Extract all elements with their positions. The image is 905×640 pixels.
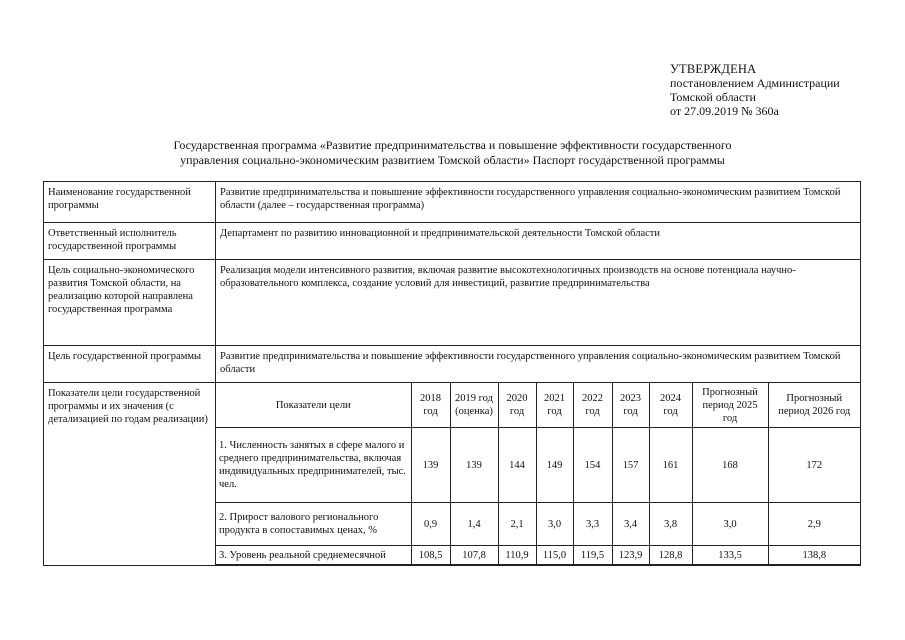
column-header: 2024 год — [649, 383, 692, 428]
document-title-line-1: Государственная программа «Развитие предпринимательства и повышение эффективности государственного — [173, 138, 732, 152]
indicator-value: 149 — [536, 428, 573, 503]
passport-row-indicators — [44, 383, 861, 566]
column-header: 2018 год — [411, 383, 450, 428]
indicator-value: 3,4 — [612, 503, 649, 546]
indicator-value: 1,4 — [450, 503, 498, 546]
passport-value: Реализация модели интенсивного развития, включая развитие высокотехнологичных производств на основе потенциала научно-образовательного комплекса, создание условий для инвестиций, развитие предпринимательства — [216, 260, 861, 346]
document-title — [40, 138, 865, 168]
passport-row-program-name — [44, 182, 861, 223]
column-header: 2022 год — [573, 383, 612, 428]
passport-label: Цель социально-экономического развития Томской области, на реализацию которой направлена государственная программа — [44, 260, 216, 346]
approval-line-3: от 27.09.2019 № 360а — [670, 104, 779, 118]
document-title-line-2: управления социально-экономическим развитием Томской области» Паспорт государственной программы — [180, 153, 725, 167]
indicator-value: 108,5 — [411, 546, 450, 565]
column-header: Прогнозный период 2026 год — [768, 383, 860, 428]
passport-label: Цель государственной программы — [44, 346, 216, 383]
column-header: 2023 год — [612, 383, 649, 428]
table-row — [216, 428, 860, 503]
indicator-value: 133,5 — [692, 546, 768, 565]
indicator-value: 3,0 — [692, 503, 768, 546]
passport-label: Ответственный исполнитель государственной программы — [44, 223, 216, 260]
indicator-value: 139 — [450, 428, 498, 503]
indicators-header-row — [216, 383, 860, 428]
indicator-value: 119,5 — [573, 546, 612, 565]
table-row — [216, 546, 860, 565]
approval-stamp — [670, 62, 870, 118]
indicator-value: 172 — [768, 428, 860, 503]
passport-row-program-goal — [44, 346, 861, 383]
passport-value: Развитие предпринимательства и повышение эффективности государственного управления социально-экономическим развитием Томской области (далее – государственная программа) — [216, 182, 861, 223]
indicator-value: 138,8 — [768, 546, 860, 565]
approval-line-2: Томской области — [670, 90, 756, 104]
indicator-value: 0,9 — [411, 503, 450, 546]
passport-label: Показатели цели государственной программы и их значения (с детализацией по годам реализации) — [44, 383, 216, 566]
column-header: 2019 год (оценка) — [450, 383, 498, 428]
indicator-value: 2,9 — [768, 503, 860, 546]
indicator-name: 3. Уровень реальной среднемесячной — [216, 546, 411, 565]
indicator-value: 2,1 — [498, 503, 536, 546]
indicator-value: 168 — [692, 428, 768, 503]
table-row — [216, 503, 860, 546]
indicator-value: 157 — [612, 428, 649, 503]
indicator-value: 3,0 — [536, 503, 573, 546]
passport-table — [43, 181, 861, 566]
approval-line-1: постановлением Администрации — [670, 76, 840, 90]
indicator-value: 115,0 — [536, 546, 573, 565]
indicator-value: 139 — [411, 428, 450, 503]
indicators-cell — [216, 383, 861, 566]
passport-value: Развитие предпринимательства и повышение эффективности государственного управления социально-экономическим развитием Томской области — [216, 346, 861, 383]
indicator-value: 128,8 — [649, 546, 692, 565]
indicator-value: 161 — [649, 428, 692, 503]
indicator-value: 3,3 — [573, 503, 612, 546]
passport-label: Наименование государственной программы — [44, 182, 216, 223]
indicator-value: 107,8 — [450, 546, 498, 565]
indicator-value: 110,9 — [498, 546, 536, 565]
passport-row-executor — [44, 223, 861, 260]
indicator-value: 3,8 — [649, 503, 692, 546]
indicator-value: 123,9 — [612, 546, 649, 565]
indicator-value: 144 — [498, 428, 536, 503]
indicator-value: 154 — [573, 428, 612, 503]
approval-heading: УТВЕРЖДЕНА — [670, 62, 757, 76]
column-header: 2020 год — [498, 383, 536, 428]
column-header: 2021 год — [536, 383, 573, 428]
indicators-table — [216, 383, 860, 565]
passport-row-regional-goal — [44, 260, 861, 346]
column-header: Показатели цели — [216, 383, 411, 428]
column-header: Прогнозный период 2025 год — [692, 383, 768, 428]
indicator-name: 1. Численность занятых в сфере малого и среднего предпринимательства, включая индивидуальных предпринимателей, тыс. чел. — [216, 428, 411, 503]
indicator-name: 2. Прирост валового регионального продукта в сопоставимых ценах, % — [216, 503, 411, 546]
passport-value: Департамент по развитию инновационной и предпринимательской деятельности Томской области — [216, 223, 861, 260]
